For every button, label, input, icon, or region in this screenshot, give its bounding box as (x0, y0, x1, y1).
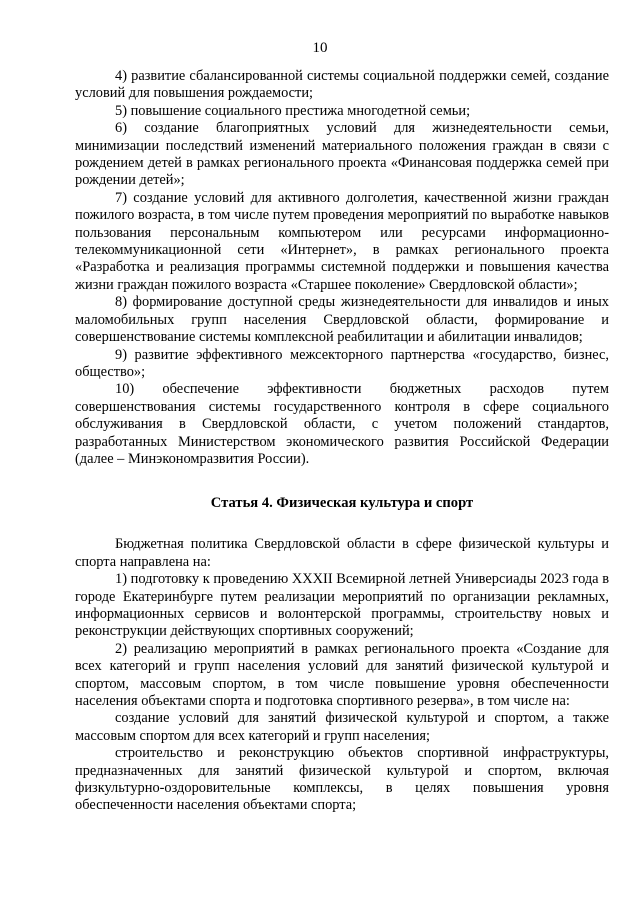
article-item-2: 2) реализацию мероприятий в рамках регионального проекта «Создание для всех категорий и групп населения условий для занятий физической культурой и спортом, массовым спортом, в том числе повышение уровня обеспеченности населения объектами спорта и подготовка спортивного резерва», в том числе на: (75, 640, 609, 709)
page-content (75, 68, 609, 815)
article-heading: Статья 4. Физическая культура и спорт (210, 495, 474, 512)
list-item-6: 6) создание благоприятных условий для жизнедеятельности семьи, минимизации последствий изменений материального положения граждан в связи с рождением детей в рамках регионального проекта «Финансовая поддержка семей при рождении детей»; (75, 120, 609, 189)
list-item-9: 9) развитие эффективного межсекторного партнерства «государство, бизнес, общество»; (75, 346, 609, 380)
list-item-8: 8) формирование доступной среды жизнедеятельности для инвалидов и иных маломобильных групп населения Свердловской области, формирование и совершенствование системы комплексной реабилитации и абилитации инвалидов; (75, 294, 609, 346)
list-item-5: 5) повышение социального престижа многодетной семьи; (115, 102, 471, 119)
article-subitem-2: строительство и реконструкцию объектов спортивной инфраструктуры, предназначенных для занятий физической культурой и спортом, включая физкультурно-оздоровительные комплексы, в целях повышения уровня обеспеченности населения объектами спорта; (75, 745, 609, 814)
list-item-10: 10) обеспечение эффективности бюджетных расходов путем совершенствования системы государственного контроля в сфере социального обслуживания в Свердловской области, с учетом положений стандартов, разработанных Министерством экономического развития Российской Федерации (далее – Минэкономразвития России). (75, 381, 609, 467)
list-item-7: 7) создание условий для активного долголетия, качественной жизни граждан пожилого возраста, в том числе путем проведения мероприятий по выработке навыков пользования персональным компьютером или ресурсами информационно-телекоммуникационной сети «Интернет», в рамках регионального проекта «Разработка и реализация программы системной поддержки и повышения качества жизни граждан пожилого возраста «Старшее поколение» Свердловской области»; (75, 189, 609, 293)
list-item-4: 4) развитие сбалансированной системы социальной поддержки семей, создание условий для повышения рождаемости; (75, 68, 609, 102)
article-subitem-1: создание условий для занятий физической культурой и спортом, а также массовым спортом для всех категорий и групп населения; (75, 710, 609, 744)
article-item-1: 1) подготовку к проведению XXXII Всемирной летней Универсиады 2023 года в городе Екатеринбурге путем реализации мероприятий по организации рекламных, информационных сервисов и волонтерской программы, строительству новых и реконструкции действующих спортивных сооружений; (75, 571, 609, 640)
article-intro: Бюджетная политика Свердловской области в сфере физической культуры и спорта направлена на: (75, 536, 609, 570)
page-number: 10 (312, 40, 328, 56)
